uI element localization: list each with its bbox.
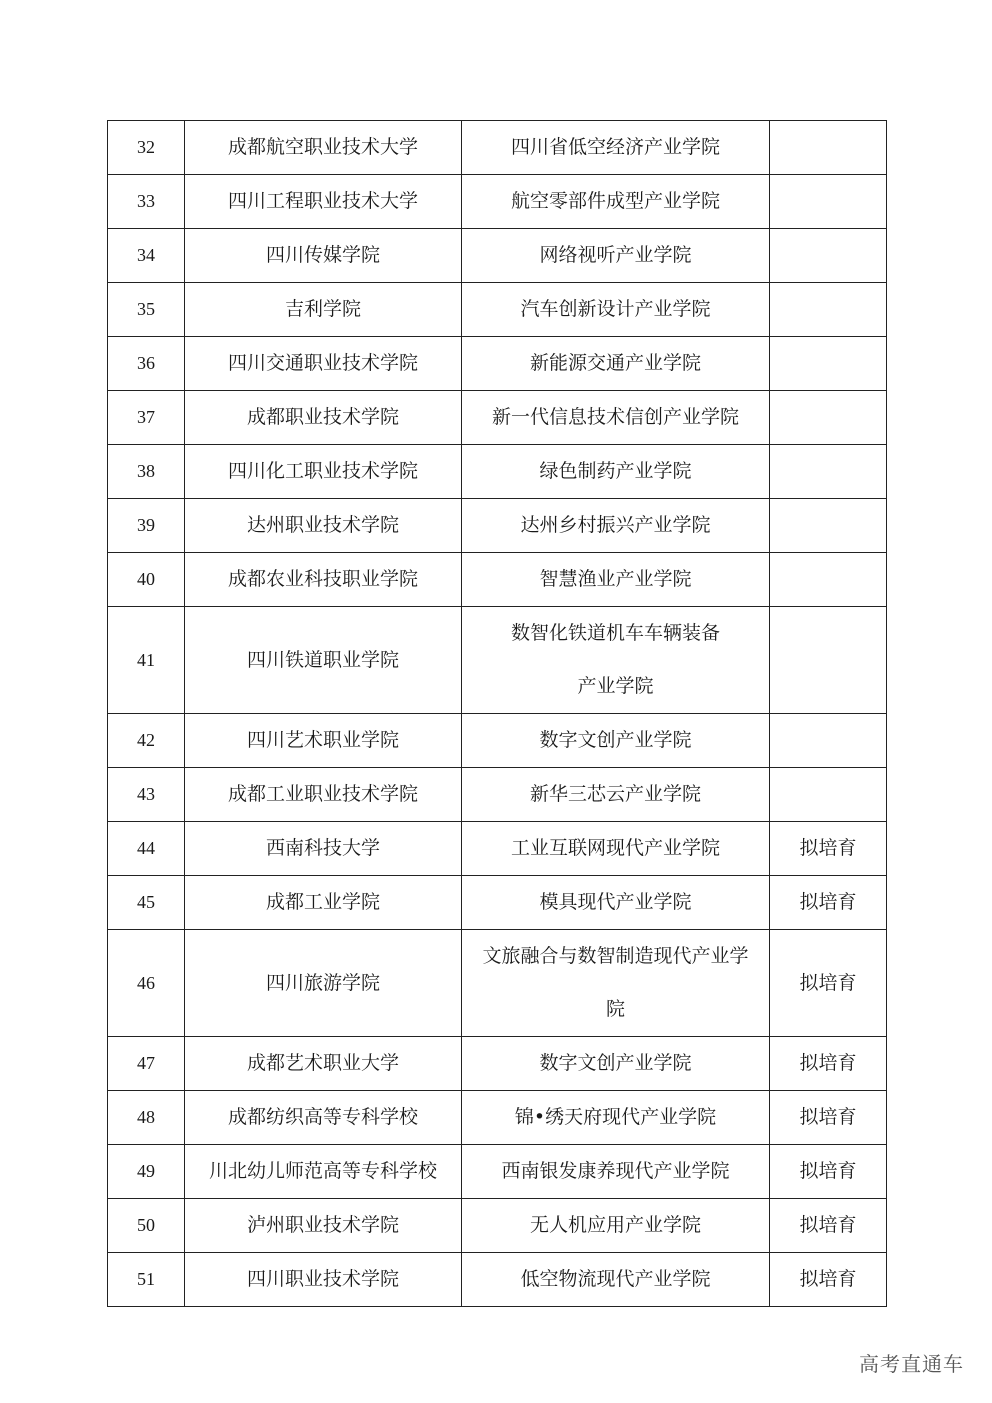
industry-college-name: 数字文创产业学院	[462, 714, 770, 768]
school-name: 四川交通职业技术学院	[185, 337, 462, 391]
table-row	[108, 391, 887, 445]
school-name: 泸州职业技术学院	[185, 1199, 462, 1253]
status-note	[770, 445, 887, 499]
status-note: 拟培育	[770, 1037, 887, 1091]
status-note	[770, 607, 887, 714]
industry-college-name: 模具现代产业学院	[462, 876, 770, 930]
industry-college-name: 新一代信息技术信创产业学院	[462, 391, 770, 445]
school-name: 成都农业科技职业学院	[185, 553, 462, 607]
row-number: 48	[108, 1091, 185, 1145]
school-name: 四川铁道职业学院	[185, 607, 462, 714]
school-name: 达州职业技术学院	[185, 499, 462, 553]
industry-college-name: 数字文创产业学院	[462, 1037, 770, 1091]
status-note	[770, 121, 887, 175]
row-number: 50	[108, 1199, 185, 1253]
status-note: 拟培育	[770, 1091, 887, 1145]
colleges-table	[107, 120, 887, 1307]
table-row	[108, 930, 887, 1037]
school-name: 四川传媒学院	[185, 229, 462, 283]
table-row	[108, 1145, 887, 1199]
row-number: 46	[108, 930, 185, 1037]
industry-college-name: 西南银发康养现代产业学院	[462, 1145, 770, 1199]
school-name: 成都艺术职业大学	[185, 1037, 462, 1091]
row-number: 32	[108, 121, 185, 175]
industry-college-name: 四川省低空经济产业学院	[462, 121, 770, 175]
college-name-line: 文旅融合与数智制造现代产业学	[482, 945, 749, 967]
table-row	[108, 175, 887, 229]
watermark-text: 高考直通车	[859, 1352, 964, 1376]
table-row	[108, 1091, 887, 1145]
industry-college-name: 网络视听产业学院	[462, 229, 770, 283]
school-name: 成都工业职业技术学院	[185, 768, 462, 822]
status-note: 拟培育	[770, 1145, 887, 1199]
school-name: 西南科技大学	[185, 822, 462, 876]
industry-college-name: 新华三芯云产业学院	[462, 768, 770, 822]
row-number: 33	[108, 175, 185, 229]
table-row	[108, 445, 887, 499]
industry-college-name: 智慧渔业产业学院	[462, 553, 770, 607]
school-name: 成都工业学院	[185, 876, 462, 930]
school-name: 成都职业技术学院	[185, 391, 462, 445]
row-number: 49	[108, 1145, 185, 1199]
school-name: 川北幼儿师范高等专科学校	[185, 1145, 462, 1199]
table-row	[108, 714, 887, 768]
row-number: 45	[108, 876, 185, 930]
status-note	[770, 283, 887, 337]
status-note	[770, 337, 887, 391]
status-note	[770, 553, 887, 607]
industry-college-name: 低空物流现代产业学院	[462, 1253, 770, 1307]
industry-college-name	[462, 607, 770, 714]
table-row	[108, 1199, 887, 1253]
school-name: 成都纺织高等专科学校	[185, 1091, 462, 1145]
industry-college-name: 绿色制药产业学院	[462, 445, 770, 499]
row-number: 39	[108, 499, 185, 553]
industry-college-name: 新能源交通产业学院	[462, 337, 770, 391]
table-row	[108, 553, 887, 607]
status-note	[770, 175, 887, 229]
row-number: 35	[108, 283, 185, 337]
table-row	[108, 1253, 887, 1307]
school-name: 成都航空职业技术大学	[185, 121, 462, 175]
row-number: 38	[108, 445, 185, 499]
college-name-line: 产业学院	[577, 675, 654, 697]
industry-college-name: 工业互联网现代产业学院	[462, 822, 770, 876]
table-row	[108, 229, 887, 283]
row-number: 37	[108, 391, 185, 445]
industry-college-name: 达州乡村振兴产业学院	[462, 499, 770, 553]
table-row	[108, 283, 887, 337]
row-number: 41	[108, 607, 185, 714]
table-row	[108, 337, 887, 391]
industry-college-name: 无人机应用产业学院	[462, 1199, 770, 1253]
status-note: 拟培育	[770, 930, 887, 1037]
school-name: 四川工程职业技术大学	[185, 175, 462, 229]
table-row	[108, 876, 887, 930]
industry-college-name: 航空零部件成型产业学院	[462, 175, 770, 229]
school-name: 四川艺术职业学院	[185, 714, 462, 768]
school-name: 四川旅游学院	[185, 930, 462, 1037]
status-note: 拟培育	[770, 876, 887, 930]
table-row	[108, 1037, 887, 1091]
industry-college-name: 锦•绣天府现代产业学院	[462, 1091, 770, 1145]
school-name: 吉利学院	[185, 283, 462, 337]
college-name-line: 数智化铁道机车车辆装备	[510, 622, 720, 644]
table-row	[108, 607, 887, 714]
row-number: 47	[108, 1037, 185, 1091]
status-note	[770, 499, 887, 553]
table-row	[108, 768, 887, 822]
row-number: 44	[108, 822, 185, 876]
status-note: 拟培育	[770, 1253, 887, 1307]
status-note	[770, 768, 887, 822]
table-row	[108, 121, 887, 175]
row-number: 34	[108, 229, 185, 283]
status-note	[770, 229, 887, 283]
status-note: 拟培育	[770, 1199, 887, 1253]
status-note: 拟培育	[770, 822, 887, 876]
college-name-line: 院	[605, 998, 625, 1020]
status-note	[770, 391, 887, 445]
school-name: 四川化工职业技术学院	[185, 445, 462, 499]
row-number: 51	[108, 1253, 185, 1307]
row-number: 42	[108, 714, 185, 768]
industry-college-name: 汽车创新设计产业学院	[462, 283, 770, 337]
row-number: 43	[108, 768, 185, 822]
row-number: 40	[108, 553, 185, 607]
row-number: 36	[108, 337, 185, 391]
school-name: 四川职业技术学院	[185, 1253, 462, 1307]
table-row	[108, 499, 887, 553]
table-body	[108, 121, 887, 1307]
industry-college-name	[462, 930, 770, 1037]
status-note	[770, 714, 887, 768]
table-row	[108, 822, 887, 876]
